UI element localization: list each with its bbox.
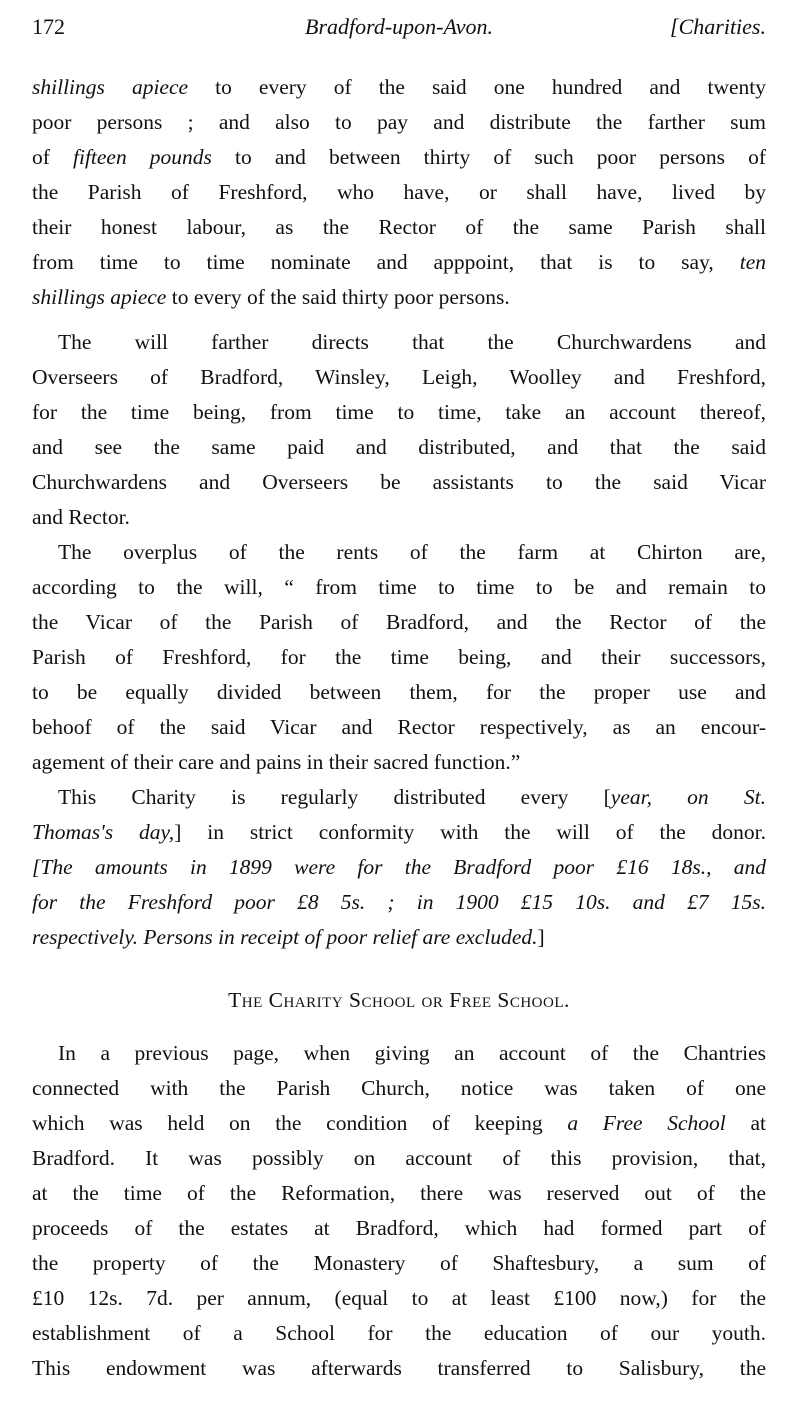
text-line bbox=[32, 675, 766, 710]
text-run: Churchwardens and Overseers be assistants to the said Vicar bbox=[32, 470, 766, 494]
text-line bbox=[32, 535, 766, 570]
text-run: for the time being, from time to time, take an account thereof, bbox=[32, 400, 766, 424]
text-line bbox=[32, 605, 766, 640]
text-run: Parish of Freshford, for the time being, and their successors, bbox=[32, 645, 766, 669]
text-run: according to the will, “ from time to time to be and remain to bbox=[32, 575, 766, 599]
italic-text: for the Freshford poor £8 5s. ; in 1900 £15 10s. and £7 15s. bbox=[32, 890, 766, 914]
italic-text: respectively. Persons in receipt of poor relief are excluded. bbox=[32, 925, 538, 949]
section-title: [Charities. bbox=[670, 14, 766, 39]
italic-text: fifteen pounds bbox=[73, 145, 212, 169]
text-line bbox=[32, 885, 766, 920]
text-run: at bbox=[725, 1111, 766, 1135]
text-run: Bradford. It was possibly on account of this provision, that, bbox=[32, 1146, 766, 1170]
text-run: behoof of the said Vicar and Rector respectively, as an encour- bbox=[32, 715, 766, 739]
text-line bbox=[32, 395, 766, 430]
text-run: connected with the Parish Church, notice was taken of one bbox=[32, 1076, 766, 1100]
text-run: The will farther directs that the Churchwardens and bbox=[58, 330, 766, 354]
italic-text: shillings apiece bbox=[32, 75, 189, 99]
text-run: at the time of the Reformation, there was reserved out of the bbox=[32, 1181, 766, 1205]
text-line bbox=[32, 1176, 766, 1211]
text-run: to every of the said thirty poor persons. bbox=[166, 285, 510, 309]
text-line bbox=[32, 70, 766, 105]
text-line bbox=[32, 850, 766, 885]
text-line bbox=[32, 1211, 766, 1246]
text-run: to be equally divided between them, for the proper use and bbox=[32, 680, 766, 704]
text-run: This Charity is regularly distributed every [ bbox=[58, 785, 611, 809]
text-run: Overseers of Bradford, Winsley, Leigh, Woolley and Freshford, bbox=[32, 365, 766, 389]
text-line bbox=[32, 105, 766, 140]
section-heading bbox=[32, 983, 766, 1018]
text-run: to and between thirty of such poor persons of bbox=[211, 145, 766, 169]
text-line bbox=[32, 920, 766, 955]
text-line bbox=[32, 1246, 766, 1281]
text-line bbox=[32, 430, 766, 465]
text-run: £10 12s. 7d. per annum, (equal to at least £100 now,) for the bbox=[32, 1286, 766, 1310]
text-run: ] bbox=[537, 925, 545, 949]
text-run: ] in strict conformity with the will of the donor. bbox=[174, 820, 766, 844]
text-line bbox=[32, 1141, 766, 1176]
text-line bbox=[32, 1036, 766, 1071]
text-run: The overplus of the rents of the farm at Chirton are, bbox=[58, 540, 766, 564]
text-line bbox=[32, 570, 766, 605]
text-line bbox=[32, 1316, 766, 1351]
text-run: The Charity School or Free School. bbox=[228, 988, 570, 1012]
text-line bbox=[32, 245, 766, 280]
text-run: the property of the Monastery of Shaftesbury, a sum of bbox=[32, 1251, 766, 1275]
text-run: the Vicar of the Parish of Bradford, and the Rector of the bbox=[32, 610, 766, 634]
italic-text: Thomas's day, bbox=[32, 820, 175, 844]
italic-text: a Free School bbox=[567, 1111, 726, 1135]
italic-text: [The amounts in 1899 were for the Bradford poor £16 18s., and bbox=[32, 855, 766, 879]
text-line bbox=[32, 815, 766, 850]
text-line bbox=[32, 465, 766, 500]
text-line bbox=[32, 210, 766, 245]
text-run: of bbox=[32, 145, 73, 169]
text-run: proceeds of the estates at Bradford, which had formed part of bbox=[32, 1216, 766, 1240]
page-body-text bbox=[32, 70, 766, 1386]
text-run: establishment of a School for the education of our youth. bbox=[32, 1321, 766, 1345]
text-line bbox=[32, 175, 766, 210]
text-line bbox=[32, 640, 766, 675]
text-run: the Parish of Freshford, who have, or shall have, lived by bbox=[32, 180, 766, 204]
text-line bbox=[32, 140, 766, 175]
text-line bbox=[32, 710, 766, 745]
text-line bbox=[32, 500, 766, 535]
text-line bbox=[32, 360, 766, 395]
text-run: to every of the said one hundred and twenty bbox=[188, 75, 766, 99]
text-run: their honest labour, as the Rector of the same Parish shall bbox=[32, 215, 766, 239]
text-line bbox=[32, 1351, 766, 1386]
text-run: from time to time nominate and apppoint, that is to say, bbox=[32, 250, 740, 274]
text-run: This endowment was afterwards transferred to Salisbury, the bbox=[32, 1356, 766, 1380]
text-line bbox=[32, 325, 766, 360]
text-line bbox=[32, 780, 766, 815]
page-header bbox=[32, 14, 766, 44]
text-run: and see the same paid and distributed, and that the said bbox=[32, 435, 766, 459]
italic-text: shillings apiece bbox=[32, 285, 167, 309]
text-line bbox=[32, 745, 766, 780]
italic-text: ten bbox=[739, 250, 766, 274]
text-line bbox=[32, 1106, 766, 1141]
running-title: Bradford-upon-Avon. bbox=[305, 14, 493, 39]
text-line bbox=[32, 280, 766, 315]
page-number: 172 bbox=[32, 14, 65, 39]
text-run: In a previous page, when giving an account of the Chantries bbox=[58, 1041, 766, 1065]
text-run: which was held on the condition of keeping bbox=[32, 1111, 568, 1135]
text-line bbox=[32, 1071, 766, 1106]
text-run: agement of their care and pains in their sacred function.” bbox=[32, 750, 521, 774]
italic-text: year, on St. bbox=[610, 785, 766, 809]
text-run: poor persons ; and also to pay and distribute the farther sum bbox=[32, 110, 766, 134]
text-run: and Rector. bbox=[32, 505, 130, 529]
text-line bbox=[32, 1281, 766, 1316]
